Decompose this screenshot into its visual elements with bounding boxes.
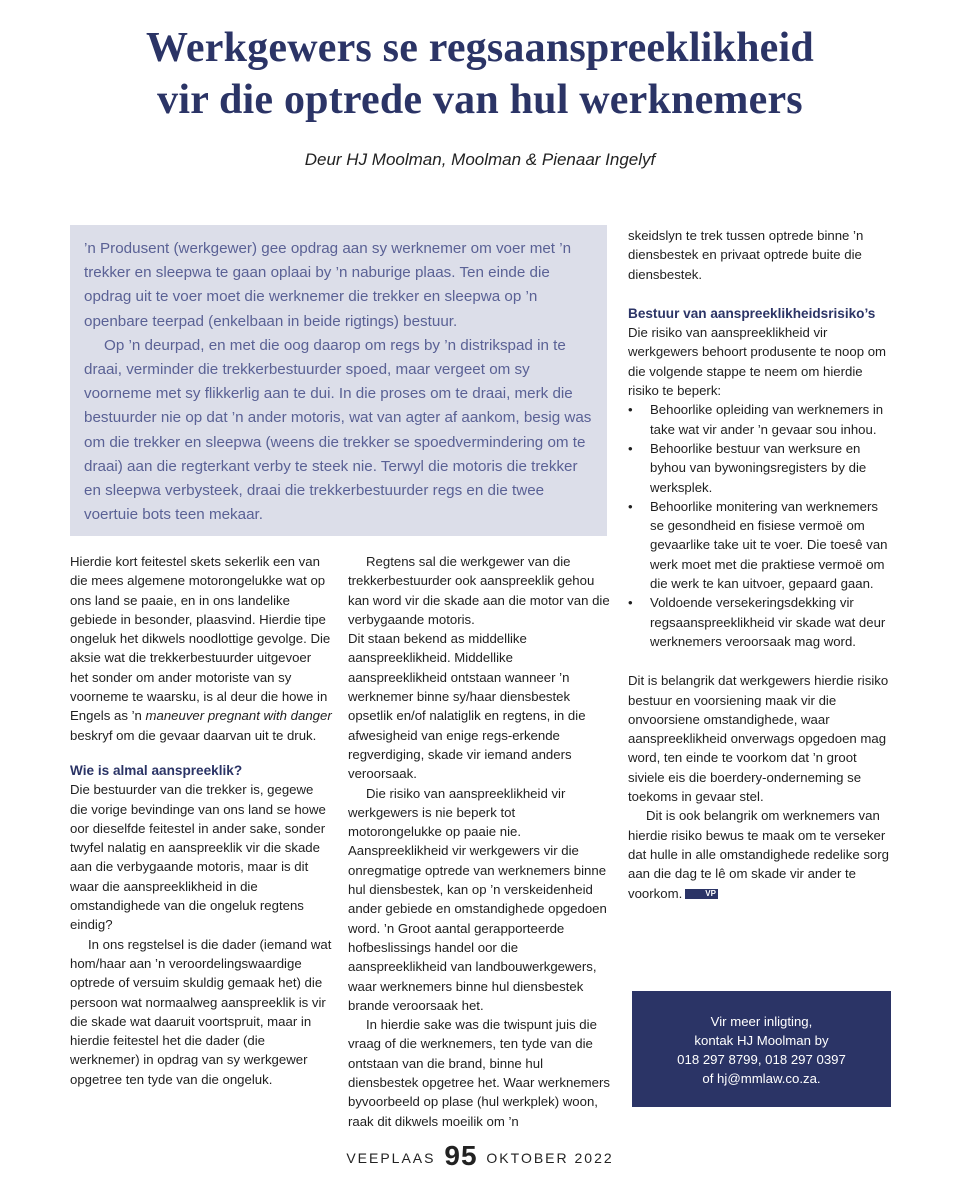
issue-date: OKTOBER 2022 xyxy=(486,1150,614,1166)
body-paragraph: Dit is belangrik dat werkgewers hierdie risiko bestuur en voorsiening maak vir die onvoorsiene omstandighede, waar aanspreeklikheid onverwags opgedoen mag word, ten einde te voorkom dat ’n groot siviele eis die boerdery-onderneming se toekoms in gevaar stel. xyxy=(628,673,889,805)
section-heading-bestuur: Bestuur van aanspreeklikheidsrisiko’s xyxy=(628,305,876,321)
byline: Deur HJ Moolman, Moolman & Pienaar Ingelyf xyxy=(304,150,656,169)
body-paragraph: In hierdie sake was die twispunt juis die vraag of die werknemers, ten tyde van die ontstaan van die brand, binne hul diensbestek opgetree het. Waar werknemers byvoorbeeld op plase (hul werkplek) woon, raak dit dikwels moeilik om ’n xyxy=(348,1017,610,1129)
column-2 xyxy=(348,552,610,1131)
body-paragraph: Die risiko van aanspreeklikheid vir werkgewers is nie beperk tot motorongelukke op paaie nie. Aanspreeklikheid vir werkgewers vir die onregmatige optrede van werknemers binne hul diensbestek, kan op ’n verskeidenheid ander gebiede en omstandighede opgedoen word. ’n Groot aantal gerapporteerde hofbeslissings handel oor die aanspreeklikheid van landbouwerkgewers, waar werknemers binne hul diensbestek brande veroorsaak het. xyxy=(348,785,607,1013)
section-heading-wie: Wie is almal aanspreeklik? xyxy=(70,762,243,778)
intro-paragraph-1: ’n Produsent (werkgewer) gee opdrag aan sy werknemer om voer met ’n trekker en sleepwa te gaan oplaai by ’n naburige plaas. Ten einde die opdrag uit te voer moet die werknemer die trekker en sleepwa op ’n openbare teerpad (enkelbaan in beide rigtings) bestuur. xyxy=(84,240,572,330)
list-item: • Behoorlike bestuur van werksure en byhou van bywoningsregisters by die werksplek. xyxy=(628,439,890,497)
text-run: beskryf om die gevaar daarvan uit te druk. xyxy=(70,727,317,743)
intro-box xyxy=(70,225,607,536)
contact-box xyxy=(632,991,891,1107)
body-paragraph xyxy=(628,806,890,902)
page-number: 95 xyxy=(444,1140,478,1171)
end-mark-icon: VP xyxy=(685,889,718,899)
list-item: • Voldoende versekeringsdekking vir regsaanspreeklikheid vir skade wat deur werknemers veroorsaak mag word. xyxy=(628,593,890,651)
body-paragraph xyxy=(70,552,332,745)
emphasis-text: maneuver pregnant with danger xyxy=(145,708,332,724)
contact-phone: 018 297 8799, 018 297 0397 xyxy=(677,1052,846,1067)
page-footer xyxy=(0,1140,960,1172)
body-paragraph: In ons regstelsel is die dader (iemand wat hom/haar aan ’n veroordelingswaardige optrede of versuim skuldig gemaak het) die persoon wat normaalweg aanspreeklik is vir die skade wat daaruit voortspruit, maar in hierdie feitestel het die dader (die werknemer) in opdrag van sy werkgewer opgetree ten tyde van die ongeluk. xyxy=(70,936,332,1087)
magazine-name: VEEPLAAS xyxy=(346,1150,436,1166)
contact-line: kontak HJ Moolman by xyxy=(694,1033,829,1048)
column-1 xyxy=(70,552,332,1089)
text-run: Dit is ook belangrik om werknemers van hierdie risiko bewus te maak om te verseker dat hulle in alle omstandighede redelike sorg aan die dag te lê om skade vir ander te voorkom. xyxy=(628,808,889,901)
body-paragraph: Die bestuurder van die trekker is, gegewe die vorige bevindinge van ons land se howe oor dieselfde feitestel in ander sake, sonder twyfel nalatig en aanspreeklik vir die skade aan die verbygaande motoris, maar is dit waar die aanspreeklikheid in die omstandighede van die ongeluk regtens eindig? xyxy=(70,782,326,933)
article-title-line-1: Werkgewers se regsaanspreeklikheid xyxy=(146,25,814,71)
article-title-line-2: vir die optrede van hul werknemers xyxy=(157,77,803,123)
body-paragraph: skeidslyn te trek tussen optrede binne ’n diensbestek en privaat optrede buite die diensbestek. xyxy=(628,228,864,282)
contact-line: Vir meer inligting, xyxy=(710,1014,813,1029)
body-paragraph: Die risiko van aanspreeklikheid vir werkgewers behoort produsente te noop om die volgende stappe te neem om hierdie risiko te beperk: xyxy=(628,325,887,399)
text-run: Hierdie kort feitestel skets sekerlik een van die mees algemene motorongelukke wat op ons land se paaie, en in ons landelike gebiede in besonder, plaasvind. Hierdie tipe ongeluk het dikwels noodlottige gevolge. Die aksie wat die trekkerbestuurder uitgevoer het sonder om ander motoriste van sy voorneme te waarsku, is al deur die howe in Engels as ’n xyxy=(70,554,331,724)
body-paragraph: Regtens sal die werkgewer van die trekkerbestuurder ook aanspreeklik gehou kan word vir die skade aan die motor van die verbygaande motoris. xyxy=(348,554,610,627)
list-item: • Behoorlike opleiding van werknemers in take wat vir ander ’n gevaar sou inhou. xyxy=(628,400,890,439)
body-paragraph: Dit staan bekend as middellike aanspreeklikheid. Middellike aanspreeklikheid ontstaan wanneer ’n werknemer binne sy/haar diensbestek opsetlik en/of nalatiglik en regtens, in die afwesigheid van enige regs-erkende regverdiging, skade vir iemand anders veroorsaak. xyxy=(348,631,586,782)
contact-email: of hj@mmlaw.co.za. xyxy=(702,1071,821,1086)
list-item: • Behoorlike monitering van werknemers se gesondheid en fisiese vermoë om gevaarlike take uit te voer. Die toesê van werk moet met die praktiese vermoë om die werk te kan uitvoer, gepaard gaan. xyxy=(628,497,890,593)
intro-paragraph-2: Op ’n deurpad, en met die oog daarop om regs by ’n distrikspad in te draai, verminder die trekkerbestuurder spoed, maar vergeet om sy voorneme met sy flikkerlig aan te dui. In die proses om te draai, merk die bestuurder nie op dat ’n ander motoris, wat van agter af aankom, besig was om die trekker en sleepwa (weens die trekker se spoedvermindering om te draai) aan die regterkant verby te steek nie. Terwyl die motoris die trekker en sleepwa verbysteek, draai die trekkerbestuurder regs en die twee voertuie bots teen mekaar. xyxy=(84,336,592,524)
article-title xyxy=(0,22,960,126)
column-3 xyxy=(628,226,890,903)
risk-steps-list xyxy=(628,400,890,651)
